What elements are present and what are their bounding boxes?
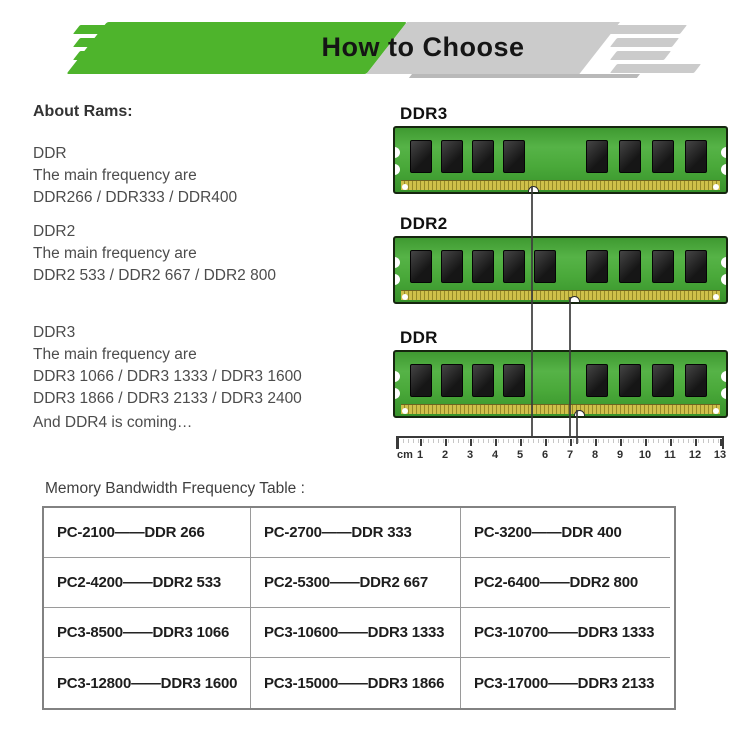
table-cell: PC-2700——DDR 333 <box>251 508 461 558</box>
table-title: Memory Bandwidth Frequency Table : <box>45 480 305 497</box>
memory-chip <box>619 250 641 283</box>
edge-notch-icon <box>393 147 400 158</box>
table-cell: PC3-12800——DDR3 1600 <box>44 658 251 708</box>
ddr2-module-label: DDR2 <box>400 214 448 233</box>
ruler-tick <box>645 439 647 446</box>
memory-chip <box>503 364 525 397</box>
ruler-tick-label: 6 <box>541 449 549 461</box>
memory-chip <box>534 250 556 283</box>
ddr-freq-list: DDR266 / DDR333 / DDR400 <box>33 189 238 206</box>
ruler-tick <box>570 439 572 446</box>
table-cell: PC3-10700——DDR3 1333 <box>461 608 670 658</box>
ddr3-freq-list-2: DDR3 1866 / DDR3 2133 / DDR3 2400 <box>33 390 302 407</box>
ddr-name: DDR <box>33 145 67 162</box>
mount-hole-icon <box>402 294 408 300</box>
ddr3-paragraph <box>33 322 302 410</box>
gold-pins <box>401 180 720 190</box>
mount-hole-icon <box>713 294 719 300</box>
memory-chip <box>652 364 674 397</box>
about-rams-heading: About Rams: <box>33 103 133 120</box>
mount-hole-icon <box>402 408 408 414</box>
ram-module <box>393 126 728 194</box>
ruler-tick <box>420 439 422 446</box>
ddr2-freq-intro: The main frequency are <box>33 245 197 262</box>
ruler-tick-label: 12 <box>688 449 702 461</box>
memory-chip <box>586 140 608 173</box>
ddr-freq-intro: The main frequency are <box>33 167 197 184</box>
table-cell: PC3-10600——DDR3 1333 <box>251 608 461 658</box>
memory-chip <box>410 250 432 283</box>
memory-chip <box>472 250 494 283</box>
mount-hole-icon <box>402 184 408 190</box>
ruler-tick-label: 8 <box>591 449 599 461</box>
ddr3-module-label: DDR3 <box>400 104 448 123</box>
memory-chip <box>441 140 463 173</box>
ruler-tick <box>695 439 697 446</box>
ddr3-name: DDR3 <box>33 324 76 341</box>
banner-stripe-icon <box>610 38 679 47</box>
edge-notch-icon <box>393 257 400 268</box>
table-cell: PC2-5300——DDR2 667 <box>251 558 461 608</box>
ruler-unit-label: cm <box>397 449 413 461</box>
ruler-tick-label: 10 <box>638 449 652 461</box>
edge-notch-icon <box>721 371 728 382</box>
edge-notch-icon <box>393 371 400 382</box>
ddr4-note: And DDR4 is coming… <box>33 414 193 431</box>
measurement-line-ddr <box>576 410 578 444</box>
mount-hole-icon <box>713 184 719 190</box>
memory-chip <box>472 140 494 173</box>
measurement-line-ddr2 <box>569 297 571 437</box>
ram-module <box>393 350 728 418</box>
ddr-module-label: DDR <box>400 328 438 347</box>
ddr-paragraph <box>33 143 237 209</box>
memory-chip <box>503 250 525 283</box>
memory-chip <box>503 140 525 173</box>
ruler-tick <box>670 439 672 446</box>
ruler-tick <box>720 439 722 446</box>
ddr3-module-group <box>393 104 728 194</box>
memory-chip <box>619 140 641 173</box>
ddr2-module-group <box>393 214 728 304</box>
ruler-minor-ticks <box>399 439 721 443</box>
memory-chip <box>652 140 674 173</box>
table-cell: PC2-4200——DDR2 533 <box>44 558 251 608</box>
ruler-tick-label: 13 <box>713 449 727 461</box>
ruler-tick <box>495 439 497 446</box>
table-cell: PC2-6400——DDR2 800 <box>461 558 670 608</box>
ruler-tick-label: 5 <box>516 449 524 461</box>
edge-notch-icon <box>393 274 400 285</box>
ruler-tick-label: 3 <box>466 449 474 461</box>
ddr3-freq-list-1: DDR3 1066 / DDR3 1333 / DDR3 1600 <box>33 368 302 385</box>
ruler-tick <box>445 439 447 446</box>
banner-title: How to Choose <box>321 32 525 62</box>
banner-stripe-icon <box>610 51 671 60</box>
ruler <box>396 436 727 466</box>
table-cell: PC3-17000——DDR3 2133 <box>474 674 655 692</box>
memory-chip <box>441 250 463 283</box>
memory-chip <box>472 364 494 397</box>
table-cell: PC3-15000——DDR3 1866 <box>251 658 461 708</box>
gold-pins <box>401 404 720 414</box>
memory-chip <box>410 140 432 173</box>
ruler-tick <box>620 439 622 446</box>
ruler-tick <box>470 439 472 446</box>
ram-module <box>393 236 728 304</box>
banner-shadow-edge <box>409 74 640 78</box>
memory-chip <box>586 364 608 397</box>
ddr3-freq-intro: The main frequency are <box>33 346 197 363</box>
memory-chip <box>685 250 707 283</box>
banner <box>60 22 705 74</box>
measurement-line-ddr3 <box>531 186 533 437</box>
memory-chip <box>685 364 707 397</box>
memory-chip <box>685 140 707 173</box>
memory-chip <box>441 364 463 397</box>
gold-pins <box>401 290 720 300</box>
ruler-tick <box>595 439 597 446</box>
ruler-tick-label: 4 <box>491 449 499 461</box>
ddr2-paragraph <box>33 221 276 287</box>
edge-notch-icon <box>721 164 728 175</box>
edge-notch-icon <box>721 388 728 399</box>
key-notch-icon <box>528 186 539 194</box>
table-cell: PC3-8500——DDR3 1066 <box>44 608 251 658</box>
edge-notch-icon <box>721 147 728 158</box>
edge-notch-icon <box>393 388 400 399</box>
memory-chip <box>586 250 608 283</box>
ddr2-name: DDR2 <box>33 223 76 240</box>
ruler-tick <box>545 439 547 446</box>
edge-notch-icon <box>721 257 728 268</box>
ruler-tick-label: 1 <box>416 449 424 461</box>
memory-chip <box>410 364 432 397</box>
table-cell: PC-3200——DDR 400 <box>461 508 670 558</box>
table-cell: PC-2100——DDR 266 <box>44 508 251 558</box>
ruler-tick-label: 9 <box>616 449 624 461</box>
ddr-module-group <box>393 328 728 418</box>
memory-chip <box>652 250 674 283</box>
mount-hole-icon <box>713 408 719 414</box>
banner-stripe-icon <box>610 25 687 34</box>
ruler-tick-label: 7 <box>566 449 574 461</box>
edge-notch-icon <box>721 274 728 285</box>
ddr2-freq-list: DDR2 533 / DDR2 667 / DDR2 800 <box>33 267 276 284</box>
banner-stripe-icon <box>610 64 701 73</box>
memory-chip <box>619 364 641 397</box>
ruler-tick-label: 2 <box>441 449 449 461</box>
ruler-tick-label: 11 <box>664 449 676 461</box>
edge-notch-icon <box>393 164 400 175</box>
ruler-tick <box>520 439 522 446</box>
frequency-table <box>42 506 676 710</box>
